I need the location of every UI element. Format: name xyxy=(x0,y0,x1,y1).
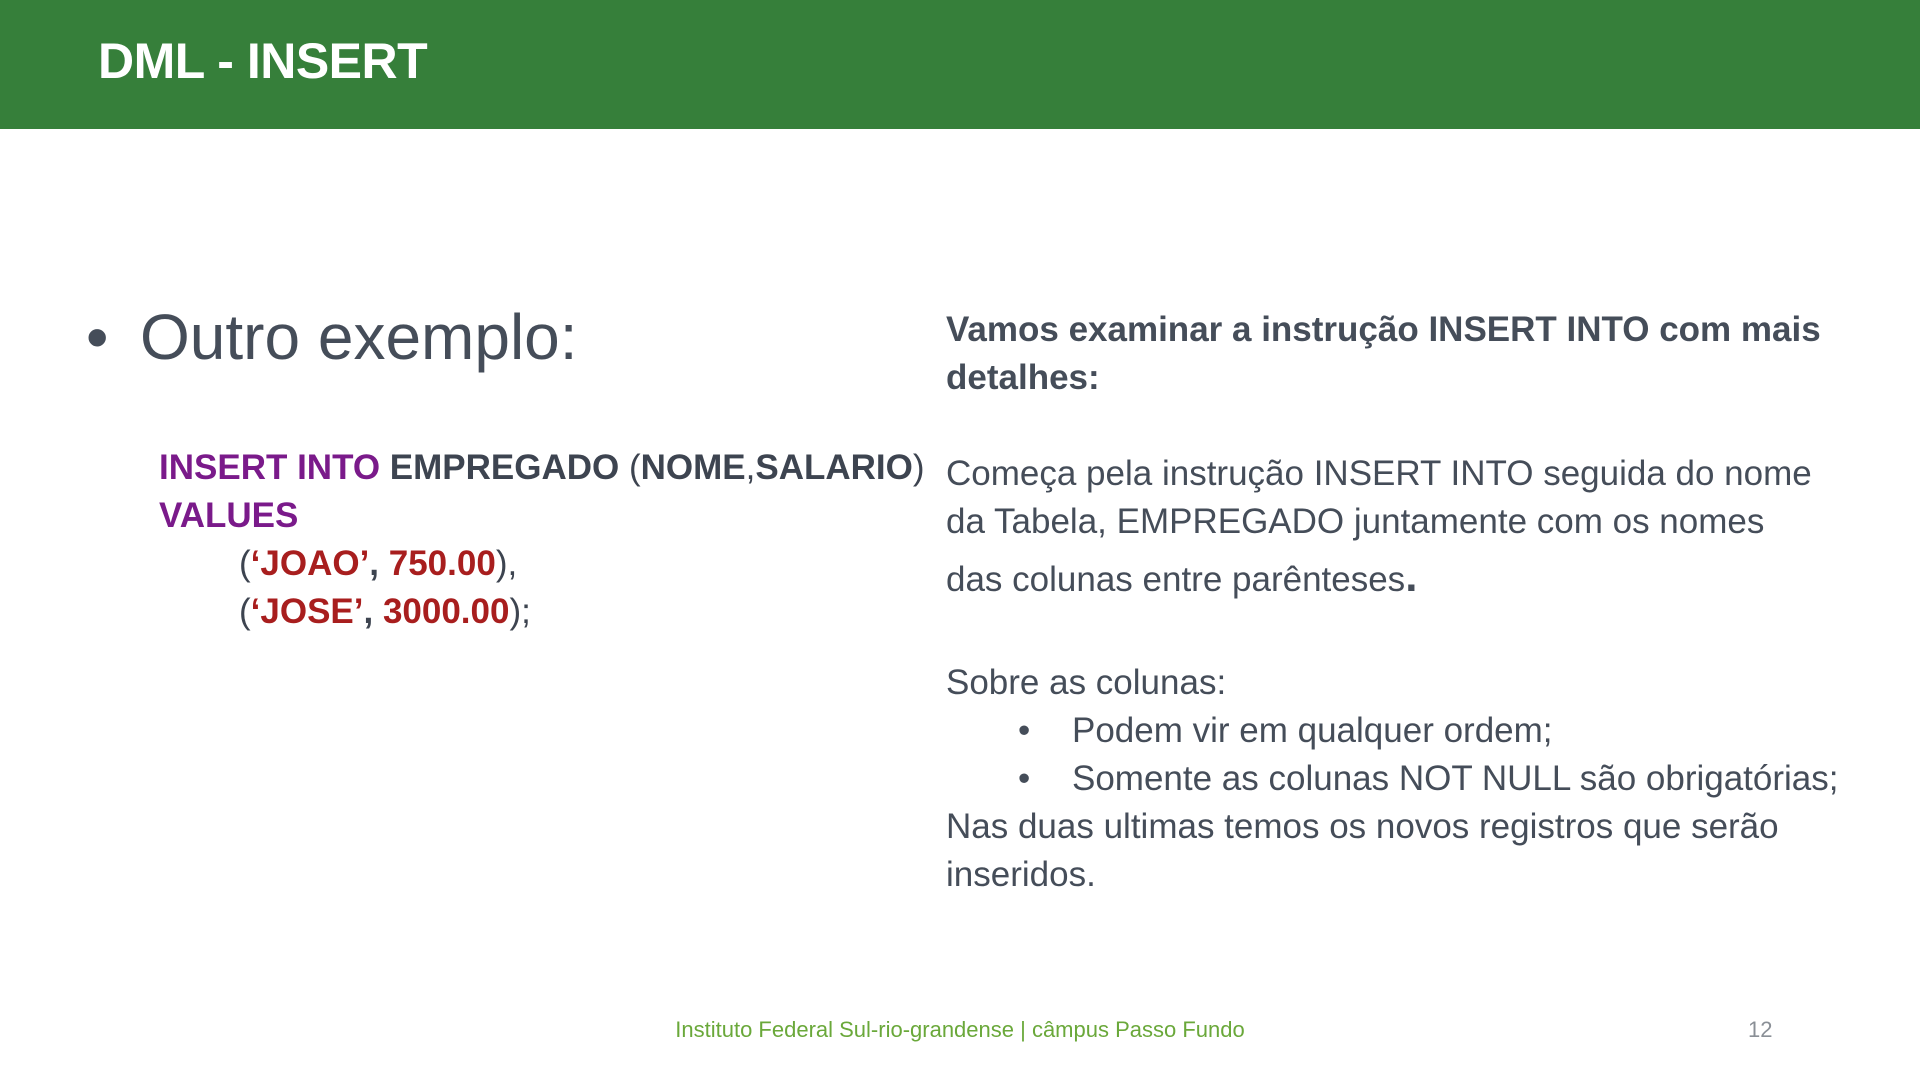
closing-text: Nas duas ultimas temos os novos registros que serão inseridos. xyxy=(946,807,1779,894)
sql-column: NOME xyxy=(640,448,746,487)
sql-string-value: ‘JOSE’ xyxy=(250,592,364,631)
paragraph-tail xyxy=(946,546,1846,611)
sql-paren: ( xyxy=(239,592,251,631)
page-number: 12 xyxy=(1748,1017,1773,1042)
sql-separator: , xyxy=(363,592,383,631)
sql-column: SALARIO xyxy=(755,448,913,487)
list-item xyxy=(946,755,1846,803)
bullet-heading xyxy=(86,300,578,374)
code-line-row1 xyxy=(159,540,925,588)
sql-paren: ( xyxy=(628,448,641,487)
paragraph-period: . xyxy=(1405,552,1418,601)
bullet-dot: • xyxy=(1018,711,1031,750)
code-line-insert xyxy=(159,444,925,492)
paragraph-text: Começa pela instrução INSERT INTO seguida do nome da Tabela, EMPREGADO juntamente com os nomes xyxy=(946,454,1812,541)
columns-list xyxy=(946,707,1846,803)
sql-paren: ); xyxy=(509,592,531,631)
code-line-row2 xyxy=(159,588,925,636)
explanation-column xyxy=(946,306,1846,899)
list-item-text: Somente as colunas NOT NULL são obrigatórias; xyxy=(1072,759,1839,798)
sql-paren: ), xyxy=(495,544,518,583)
sql-comma: , xyxy=(745,448,756,487)
bullet-dot: • xyxy=(1018,759,1031,798)
list-item-text: Podem vir em qualquer ordem; xyxy=(1072,711,1553,750)
slide-title: DML - INSERT xyxy=(98,33,428,89)
sql-string-value: ‘JOAO’ xyxy=(250,544,370,583)
columns-label: Sobre as colunas: xyxy=(946,663,1227,702)
paragraph-tail-text: das colunas entre parênteses xyxy=(946,560,1406,599)
list-item xyxy=(946,707,1846,755)
sql-keyword: INSERT INTO xyxy=(159,448,381,487)
sql-separator: , xyxy=(369,544,389,583)
heading-text: Outro exemplo: xyxy=(140,301,578,373)
bullet-dot: • xyxy=(86,301,109,373)
sql-table-name: EMPREGADO xyxy=(389,448,620,487)
sql-number-value: 750.00 xyxy=(388,544,496,583)
sql-paren: ( xyxy=(239,544,251,583)
sql-keyword: VALUES xyxy=(159,496,299,535)
sql-paren: ) xyxy=(912,448,925,487)
sql-code-block xyxy=(159,444,925,636)
footer-institution: Instituto Federal Sul-rio-grandense | câmpus Passo Fundo xyxy=(675,1017,1245,1042)
intro-text: Vamos examinar a instrução INSERT INTO com mais detalhes: xyxy=(946,310,1821,397)
code-line-values xyxy=(159,492,925,540)
paragraph-description xyxy=(946,450,1846,546)
sql-number-value: 3000.00 xyxy=(382,592,510,631)
